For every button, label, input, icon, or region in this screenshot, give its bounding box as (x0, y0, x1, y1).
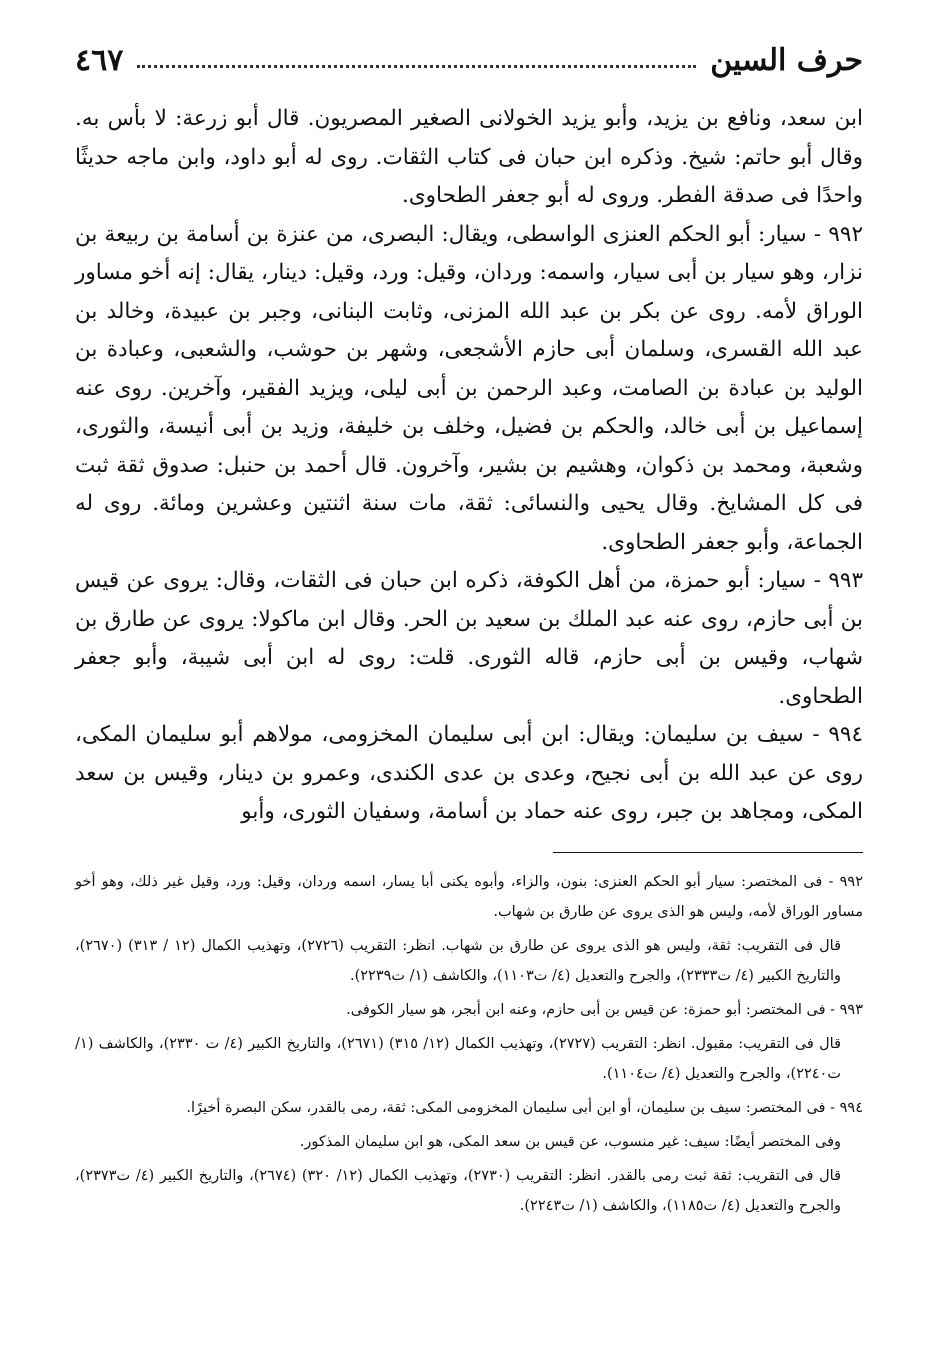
footnote-separator (553, 852, 863, 853)
footnote-994-mukhtasar-2: وفى المختصر أيضًا: سيف: غير منسوب، عن قيس بن سعد المكى، هو ابن سليمان المذكور. (299, 1133, 841, 1150)
dotted-leader (137, 65, 696, 68)
paragraph-continuation: ابن سعد، ونافع بن يزيد، وأبو يزيد الخولانى الصغير المصريون. قال أبو زرعة: لا بأس به. وقال أبو حاتم: شيخ. وذكره ابن حبان فى كتاب الثقات. روى له أبو داود، وابن ماجه حديثًا واحدًا فى صدقة الفطر. وروى له أبو جعفر الطحاوى. (75, 106, 863, 208)
footnote-992-taqrib: قال فى التقريب: ثقة، وليس هو الذى يروى عن طارق بن شهاب. انظر: التقريب (٢٧٢٦)، وتهذيب الكمال (١٢ / ٣١٣) (٢٦٧٠)، والتاريخ الكبير (٤/ ت٢٣٣٣)، والجرح والتعديل (٤/ ت١١٠٣)، والكاشف (١/ ت٢٢٣٩). (75, 937, 841, 984)
entry-994: ٩٩٤ - سيف بن سليمان: ويقال: ابن أبى سليمان المخزومى، مولاهم أبو سليمان المكى، روى عن عبد الله بن أبى نجيح، وعدى بن عدى الكندى، وعمرو بن دينار، وقيس بن سعد المكى، ومجاهد بن جبر، روى عنه حماد بن أسامة، وسفيان الثورى، وأبو (75, 722, 863, 824)
main-text (75, 100, 863, 832)
footnote-994-taqrib: قال فى التقريب: ثقة ثبت رمى بالقدر. انظر: التقريب (٢٧٣٠)، وتهذيب الكمال (١٢/ ٣٢٠) (٢٦٧٤)، والتاريخ الكبير (٤/ ت٢٣٧٣)، والجرح والتعديل (٤/ ت١١٨٥)، والكاشف (١/ ت٢٢٤٣). (75, 1167, 841, 1214)
page-header (75, 30, 863, 90)
page-number: ٤٦٧ (75, 42, 124, 78)
footnote-993-mukhtasar: ٩٩٣ - فى المختصر: أبو حمزة: عن قيس بن أبى حازم، وعنه ابن أبجر، هو سيار الكوفى. (346, 1001, 863, 1018)
footnote-994-mukhtasar: ٩٩٤ - فى المختصر: سيف بن سليمان، أو ابن أبى سليمان المخزومى المكى: ثقة، رمى بالقدر، سكن البصرة أخيرًا. (186, 1099, 863, 1116)
footnote-993-taqrib: قال فى التقريب: مقبول. انظر: التقريب (٢٧٢٧)، وتهذيب الكمال (١٢/ ٣١٥) (٢٦٧١)، والتاريخ الكبير (٤/ ت ٢٣٣٠)، والكاشف (١/ ت٢٢٤٠)، والجرح والتعديل (٤/ ت١١٠٤). (75, 1035, 842, 1082)
footnotes (75, 867, 863, 1221)
entry-992: ٩٩٢ - سيار: أبو الحكم العنزى الواسطى، ويقال: البصرى، من عنزة بن أسامة بن ربيعة بن نزار، وهو سيار بن أبى سيار، واسمه: وردان، وقيل: ورد، وقيل: دينار، يقال: إنه أخو مساور الوراق لأمه. روى عن بكر بن عبد الله المزنى، وثابت البنانى، وجبر بن عبيدة، وخالد بن عبد الله القسرى، وسلمان أبى حازم الأشجعى، وشهر بن حوشب، والشعبى، وعبادة بن الوليد بن عبادة بن الصامت، وعبد الرحمن بن أبى ليلى، ويزيد الفقير، وآخرين. روى عنه إسماعيل بن أبى خالد، والحكم بن فضيل، وخلف بن خليفة، وزيد بن أبى أنيسة، والثورى، وشعبة، ومحمد بن ذكوان، وهشيم بن بشير، وآخرون. قال أحمد بن حنبل: صدوق ثقة ثبت فى كل المشايخ. وقال يحيى والنسائى: ثقة، مات سنة اثنتين وعشرين ومائة. روى له الجماعة، وأبو جعفر الطحاوى. (75, 221, 863, 555)
running-title: حرف السين (710, 42, 863, 78)
entry-993: ٩٩٣ - سيار: أبو حمزة، من أهل الكوفة، ذكره ابن حبان فى الثقات، وقال: يروى عن قيس بن أبى حازم، روى عنه عبد الملك بن سعيد بن الحر. وقال ابن ماكولا: يروى عن طارق بن شهاب، وقيس بن أبى حازم، قاله الثورى. قلت: روى له ابن أبى شيبة، وأبو جعفر الطحاوى. (75, 568, 863, 709)
footnote-992-mukhtasar: ٩٩٢ - فى المختصر: سيار أبو الحكم العنزى: بنون، والزاء، وأبوه يكنى أبا يسار، اسمه وردان، وقيل: ورد، وقيل غير ذلك، وهو أخو مساور الوراق لأمه، وليس هو الذى يروى عن طارق بن شهاب. (75, 873, 863, 920)
